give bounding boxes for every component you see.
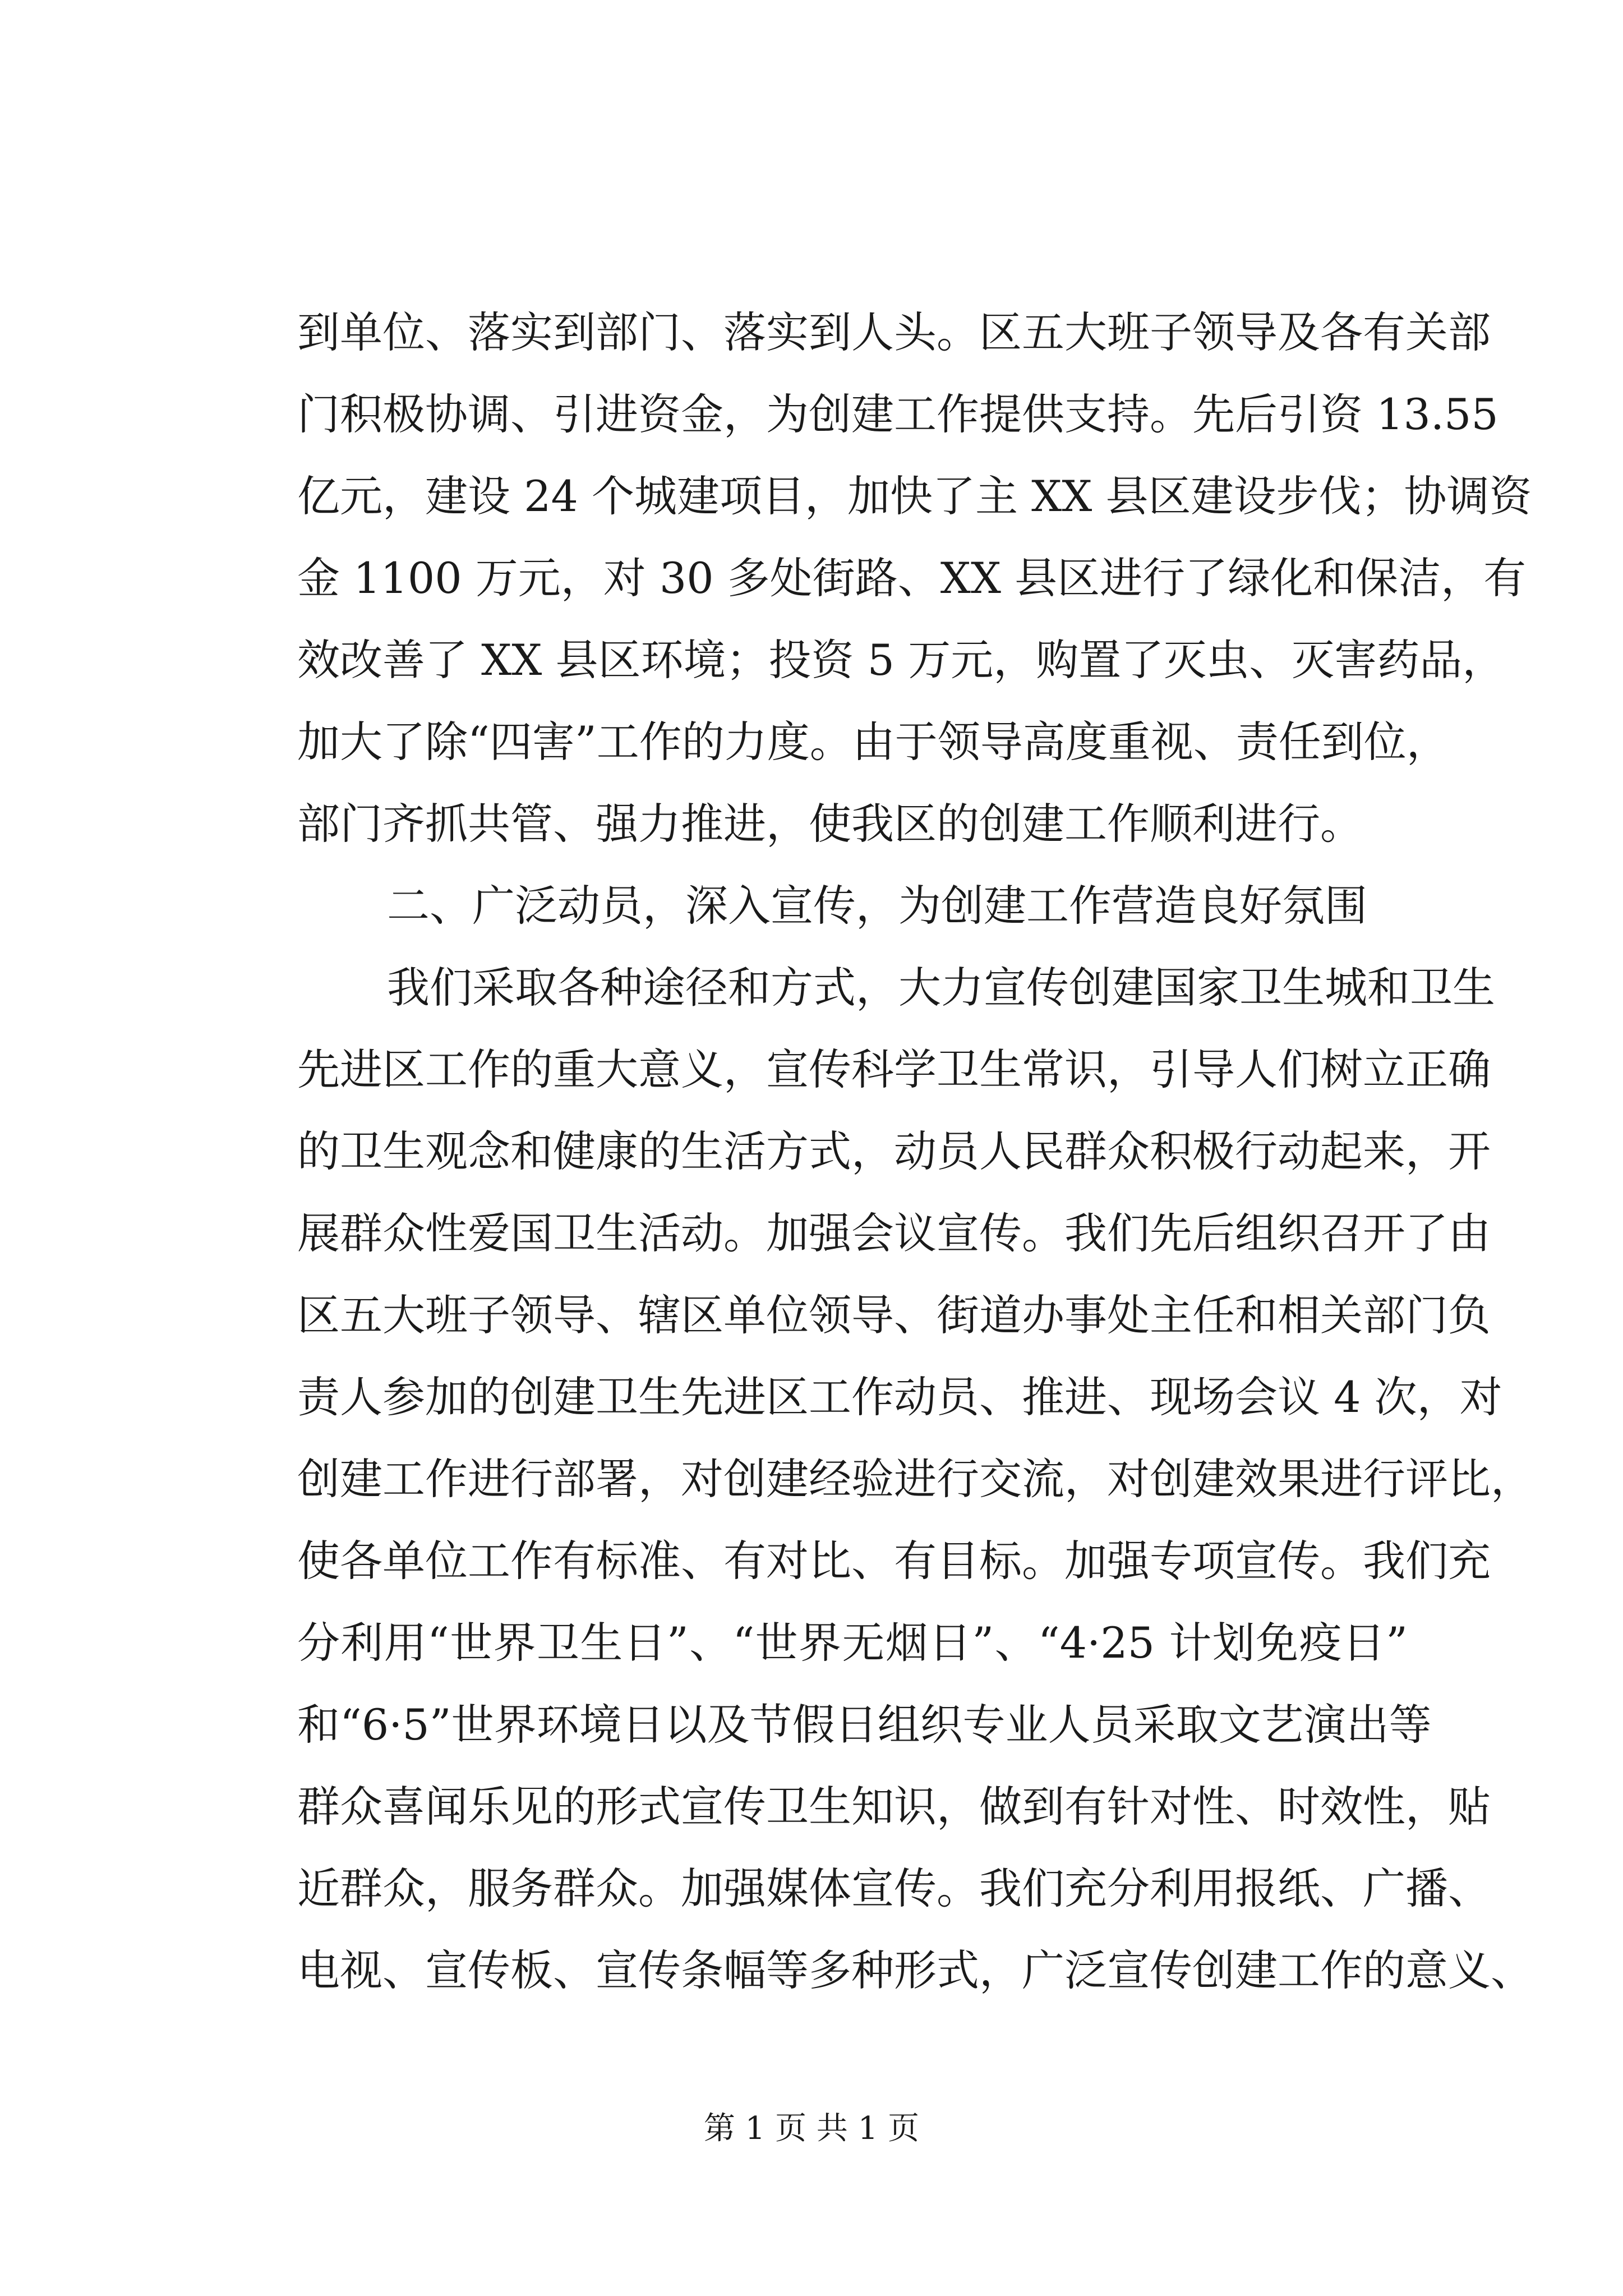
text-line: 门积极协调、引进资金，为创建工作提供支持。先后引资 13.55 — [297, 389, 1498, 439]
text-line: 责人参加的创建卫生先进区工作动员、推进、现场会议 4 次，对 — [297, 1372, 1502, 1422]
text-line: 区五大班子领导、辖区单位领导、街道办事处主任和相关部门负 — [297, 1290, 1491, 1340]
text-line: 的卫生观念和健康的生活方式，动员人民群众积极行动起来，开 — [297, 1126, 1491, 1176]
text-line: 效改善了 XX 县区环境；投资 5 万元，购置了灭虫、灭害药品， — [297, 635, 1505, 685]
page-footer: 第 1 页 共 1 页 — [703, 2110, 920, 2147]
text-line: 群众喜闻乐见的形式宣传卫生知识，做到有针对性、时效性，贴 — [297, 1782, 1491, 1832]
text-line: 使各单位工作有标准、有对比、有目标。加强专项宣传。我们充 — [297, 1536, 1491, 1586]
text-line: 金 1100 万元，对 30 多处街路、XX 县区进行了绿化和保洁，有 — [297, 553, 1527, 603]
text-line: 加大了除“四害”工作的力度。由于领导高度重视、责任到位， — [297, 717, 1449, 767]
text-line: 先进区工作的重大意义，宣传科学卫生常识，引导人们树立正确 — [297, 1045, 1491, 1094]
document-body — [297, 292, 1533, 2012]
text-line: 近群众，服务群众。加强媒体宣传。我们充分利用报纸、广播、 — [297, 1864, 1491, 1913]
text-line: 亿元，建设 24 个城建项目，加快了主 XX 县区建设步伐；协调资 — [297, 471, 1532, 521]
text-line: 我们采取各种途径和方式，大力宣传创建国家卫生城和卫生 — [387, 963, 1495, 1013]
text-line: 到单位、落实到部门、落实到人头。区五大班子领导及各有关部 — [297, 307, 1491, 357]
text-line: 展群众性爱国卫生活动。加强会议宣传。我们先后组织召开了由 — [297, 1208, 1491, 1258]
text-line: 和“6·5”世界环境日以及节假日组织专业人员采取文艺演出等 — [297, 1700, 1432, 1750]
text-line: 创建工作进行部署，对创建经验进行交流，对创建效果进行评比， — [297, 1454, 1533, 1504]
text-line: 电视、宣传板、宣传条幅等多种形式，广泛宣传创建工作的意义、 — [297, 1945, 1533, 1995]
text-line: 分利用“世界卫生日”、“世界无烟日”、“4·25 计划免疫日” — [297, 1618, 1408, 1668]
section-heading: 二、广泛动员，深入宣传，为创建工作营造良好氛围 — [387, 881, 1367, 931]
text-line: 部门齐抓共管、强力推进，使我区的创建工作顺利进行。 — [297, 799, 1363, 849]
